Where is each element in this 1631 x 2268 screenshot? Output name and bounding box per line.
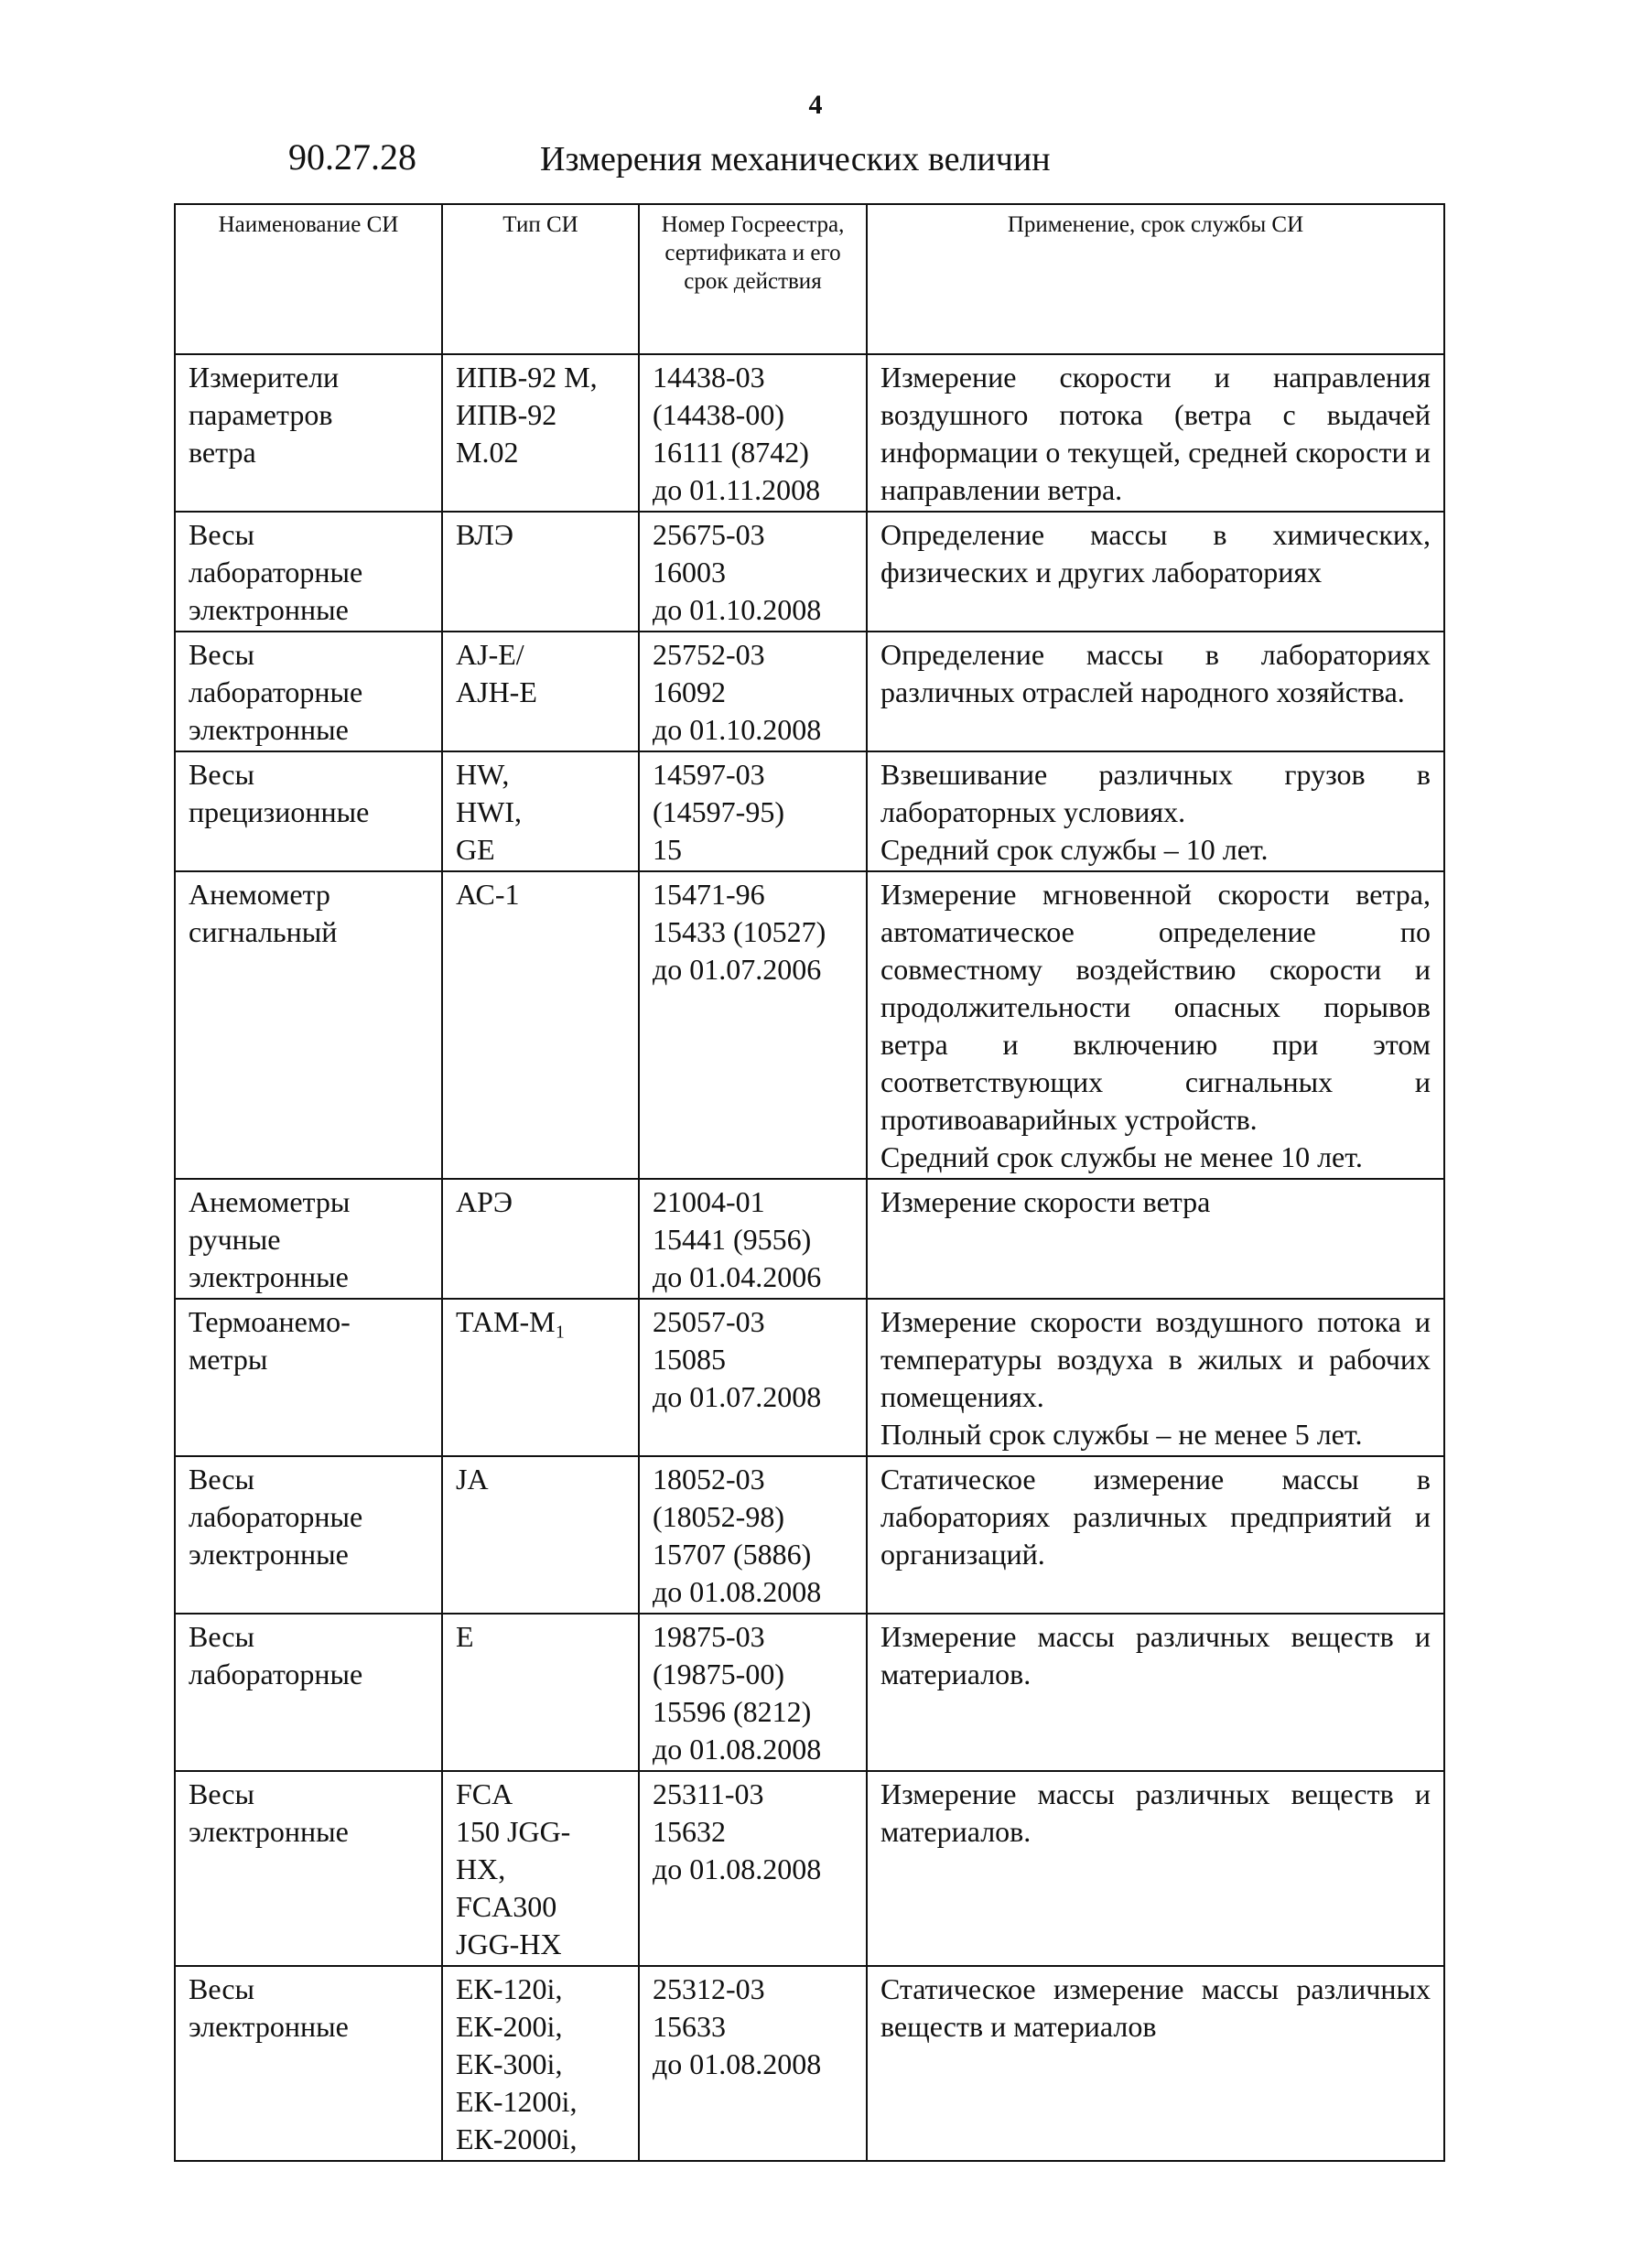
cell-type-line: ЕК-120i,	[456, 1972, 563, 2005]
cell-registry-line: 15596 (8212)	[653, 1695, 812, 1728]
table-row	[175, 632, 1444, 751]
cell-name	[175, 751, 442, 871]
cell-type-line: E	[456, 1620, 474, 1653]
cell-type-line: ЕК-2000i,	[456, 2122, 578, 2155]
cell-application-line: Измерение массы различных веществ и материалов.	[880, 1777, 1431, 1848]
cell-application-line: Статическое измерение массы в лабораториях различных предприятий и организаций.	[880, 1463, 1431, 1571]
cell-name-line: лабораторные	[189, 1500, 363, 1533]
cell-application	[867, 1299, 1444, 1456]
cell-name-line: лабораторные	[189, 675, 363, 708]
cell-registry	[639, 1614, 867, 1771]
cell-name	[175, 1966, 442, 2161]
cell-registry-line: 15707 (5886)	[653, 1538, 812, 1571]
cell-type-line: 150 JGG-	[456, 1815, 571, 1848]
cell-name-line: электронные	[189, 1538, 349, 1571]
cell-name-line: Термоанемо-	[189, 1305, 351, 1338]
cell-application-line: Средний срок службы не менее 10 лет.	[880, 1140, 1363, 1173]
table-row	[175, 1299, 1444, 1456]
cell-registry-line: до 01.10.2008	[653, 713, 822, 746]
cell-name-line: параметров	[189, 398, 333, 431]
cell-type-line: GE	[456, 833, 495, 866]
cell-registry-line: 15471-96	[653, 878, 765, 911]
cell-type-line: АС-1	[456, 878, 520, 911]
cell-type-line: JA	[456, 1463, 489, 1496]
header-registry: Номер Госреестра, сертификата и его срок действия	[639, 204, 867, 354]
cell-name-line: лабораторные	[189, 1658, 363, 1690]
cell-registry-line: до 01.08.2008	[653, 1852, 822, 1885]
table-row	[175, 751, 1444, 871]
cell-name-line: Весы	[189, 1620, 255, 1653]
cell-registry-line: 16003	[653, 556, 726, 589]
cell-name-line: ветра	[189, 436, 256, 469]
cell-name-line: Весы	[189, 1463, 255, 1496]
cell-type	[442, 1614, 639, 1771]
cell-registry-line: до 01.08.2008	[653, 1733, 822, 1766]
cell-registry-line: 25675-03	[653, 518, 765, 551]
cell-type-line: ИПВ-92 М,	[456, 361, 598, 394]
cell-registry	[639, 1179, 867, 1299]
cell-name	[175, 1299, 442, 1456]
cell-application-line: Измерение скорости и направления воздушного потока (ветра с выдачей информации о текущей, средней скорости и направлении ветра.	[880, 361, 1431, 506]
table-row	[175, 1771, 1444, 1966]
header-type: Тип СИ	[442, 204, 639, 354]
cell-type-line: ЕК-300i,	[456, 2047, 563, 2080]
cell-registry-line: до 01.07.2006	[653, 953, 822, 986]
cell-registry-line: 14438-03	[653, 361, 765, 394]
cell-registry-line: 19875-03	[653, 1620, 765, 1653]
cell-registry	[639, 1456, 867, 1614]
cell-registry-line: (14597-95)	[653, 795, 784, 828]
cell-type	[442, 1966, 639, 2161]
cell-name-line: лабораторные	[189, 556, 363, 589]
cell-registry-line: до 01.08.2008	[653, 1575, 822, 1608]
cell-name-line: Весы	[189, 758, 255, 791]
cell-type-line: HW,	[456, 758, 510, 791]
cell-application	[867, 512, 1444, 632]
header-name: Наименование СИ	[175, 204, 442, 354]
table-row	[175, 1966, 1444, 2161]
cell-type	[442, 1179, 639, 1299]
cell-type-line: HX,	[456, 1852, 506, 1885]
cell-registry-line: до 01.07.2008	[653, 1380, 822, 1413]
cell-type-line: АРЭ	[456, 1185, 513, 1218]
header-application: Применение, срок службы СИ	[867, 204, 1444, 354]
cell-registry-line: до 01.11.2008	[653, 473, 821, 506]
cell-name-line: Анемометры	[189, 1185, 351, 1218]
cell-registry	[639, 354, 867, 512]
cell-type-line: ИПВ-92	[456, 398, 557, 431]
cell-name-line: сигнальный	[189, 915, 338, 948]
cell-type	[442, 632, 639, 751]
cell-registry-line: (14438-00)	[653, 398, 784, 431]
cell-application-line: Измерение мгновенной скорости ветра, автоматическое определение по совместному воздействию скорости и продолжительности опасных порывов ветра и включению при этом соответствующих сигнальных и противоаварийных устройств.	[880, 878, 1431, 1136]
cell-type-line: FCA300	[456, 1890, 557, 1923]
cell-name	[175, 1771, 442, 1966]
cell-registry-line: (18052-98)	[653, 1500, 784, 1533]
cell-type	[442, 1771, 639, 1966]
cell-application-line: Статическое измерение массы различных веществ и материалов	[880, 1972, 1431, 2043]
cell-registry-line: 21004-01	[653, 1185, 765, 1218]
cell-registry-line: 25057-03	[653, 1305, 765, 1338]
instruments-table	[174, 203, 1445, 2162]
cell-name-line: Весы	[189, 638, 255, 671]
cell-name-line: ручные	[189, 1223, 281, 1256]
cell-application	[867, 354, 1444, 512]
cell-type	[442, 512, 639, 632]
cell-registry-line: 18052-03	[653, 1463, 765, 1496]
cell-registry-line: 16092	[653, 675, 726, 708]
cell-name	[175, 871, 442, 1179]
cell-registry-line: 15433 (10527)	[653, 915, 826, 948]
cell-registry-line: до 01.08.2008	[653, 2047, 822, 2080]
cell-application-line: Определение массы в химических, физических и других лабораториях	[880, 518, 1431, 589]
cell-type-line: JGG-HX	[456, 1928, 562, 1960]
table-row	[175, 354, 1444, 512]
cell-registry-line: 15085	[653, 1343, 726, 1376]
cell-registry	[639, 1771, 867, 1966]
cell-name-line: Весы	[189, 1777, 255, 1810]
cell-type-line: ЕК-200i,	[456, 2010, 563, 2043]
cell-registry-line: 14597-03	[653, 758, 765, 791]
cell-type	[442, 751, 639, 871]
cell-registry-line: до 01.04.2006	[653, 1260, 822, 1293]
cell-application	[867, 1966, 1444, 2161]
cell-type-line: ЕК-1200i,	[456, 2085, 578, 2118]
cell-name-line: метры	[189, 1343, 268, 1376]
cell-type-line: AJ-E/	[456, 638, 524, 671]
cell-registry	[639, 871, 867, 1179]
cell-registry-line: до 01.10.2008	[653, 593, 822, 626]
cell-application	[867, 1179, 1444, 1299]
cell-registry-line: 15	[653, 833, 682, 866]
cell-name-line: Измерители	[189, 361, 340, 394]
cell-type-line: ВЛЭ	[456, 518, 513, 551]
cell-name	[175, 1179, 442, 1299]
cell-application	[867, 1771, 1444, 1966]
cell-type	[442, 871, 639, 1179]
table-row	[175, 1179, 1444, 1299]
cell-registry	[639, 1299, 867, 1456]
cell-type	[442, 354, 639, 512]
cell-application-line: Полный срок службы – не менее 5 лет.	[880, 1418, 1363, 1451]
cell-name-line: электронные	[189, 593, 349, 626]
section-code: 90.27.28	[288, 136, 416, 178]
cell-application-line: Средний срок службы – 10 лет.	[880, 833, 1269, 866]
cell-registry-line: 15633	[653, 2010, 726, 2043]
cell-type-line: HWI,	[456, 795, 522, 828]
cell-registry	[639, 512, 867, 632]
cell-registry	[639, 1966, 867, 2161]
cell-name	[175, 1614, 442, 1771]
cell-application-line: Измерение массы различных веществ и материалов.	[880, 1620, 1431, 1690]
cell-name-line: электронные	[189, 2010, 349, 2043]
cell-type	[442, 1299, 639, 1456]
cell-registry-line: 15441 (9556)	[653, 1223, 812, 1256]
cell-type-line: М.02	[456, 436, 519, 469]
cell-type	[442, 1456, 639, 1614]
table-row	[175, 512, 1444, 632]
cell-name	[175, 1456, 442, 1614]
cell-name-line: прецизионные	[189, 795, 370, 828]
page-number: 4	[808, 90, 823, 120]
cell-application	[867, 632, 1444, 751]
cell-application-line: Определение массы в лабораториях различных отраслей народного хозяйства.	[880, 638, 1431, 708]
cell-registry	[639, 632, 867, 751]
cell-application	[867, 1456, 1444, 1614]
cell-name-line: электронные	[189, 713, 349, 746]
table-row	[175, 1456, 1444, 1614]
cell-registry-line: 25752-03	[653, 638, 765, 671]
table-body	[175, 354, 1444, 2161]
table-row	[175, 1614, 1444, 1771]
section-title: Измерения механических величин	[540, 140, 1051, 178]
cell-name-line: Анемометр	[189, 878, 330, 911]
cell-application	[867, 1614, 1444, 1771]
cell-name-line: электронные	[189, 1815, 349, 1848]
table-row	[175, 871, 1444, 1179]
cell-application	[867, 871, 1444, 1179]
cell-application-line: Взвешивание различных грузов в лабораторных условиях.	[880, 758, 1431, 828]
cell-type-line: FCA	[456, 1777, 513, 1810]
cell-registry-line: 16111 (8742)	[653, 436, 809, 469]
cell-application	[867, 751, 1444, 871]
cell-type-line: ТАМ-М₁	[456, 1305, 566, 1338]
cell-registry-line: 25312-03	[653, 1972, 765, 2005]
cell-name-line: Весы	[189, 518, 255, 551]
table-header-row	[175, 204, 1444, 354]
cell-registry	[639, 751, 867, 871]
cell-application-line: Измерение скорости ветра	[880, 1185, 1211, 1218]
cell-type-line: AJH-E	[456, 675, 537, 708]
cell-name	[175, 512, 442, 632]
cell-name	[175, 354, 442, 512]
cell-name-line: электронные	[189, 1260, 349, 1293]
cell-registry-line: 15632	[653, 1815, 726, 1848]
cell-registry-line: 25311-03	[653, 1777, 764, 1810]
cell-name-line: Весы	[189, 1972, 255, 2005]
cell-name	[175, 632, 442, 751]
cell-application-line: Измерение скорости воздушного потока и температуры воздуха в жилых и рабочих помещениях.	[880, 1305, 1431, 1413]
cell-registry-line: (19875-00)	[653, 1658, 784, 1690]
